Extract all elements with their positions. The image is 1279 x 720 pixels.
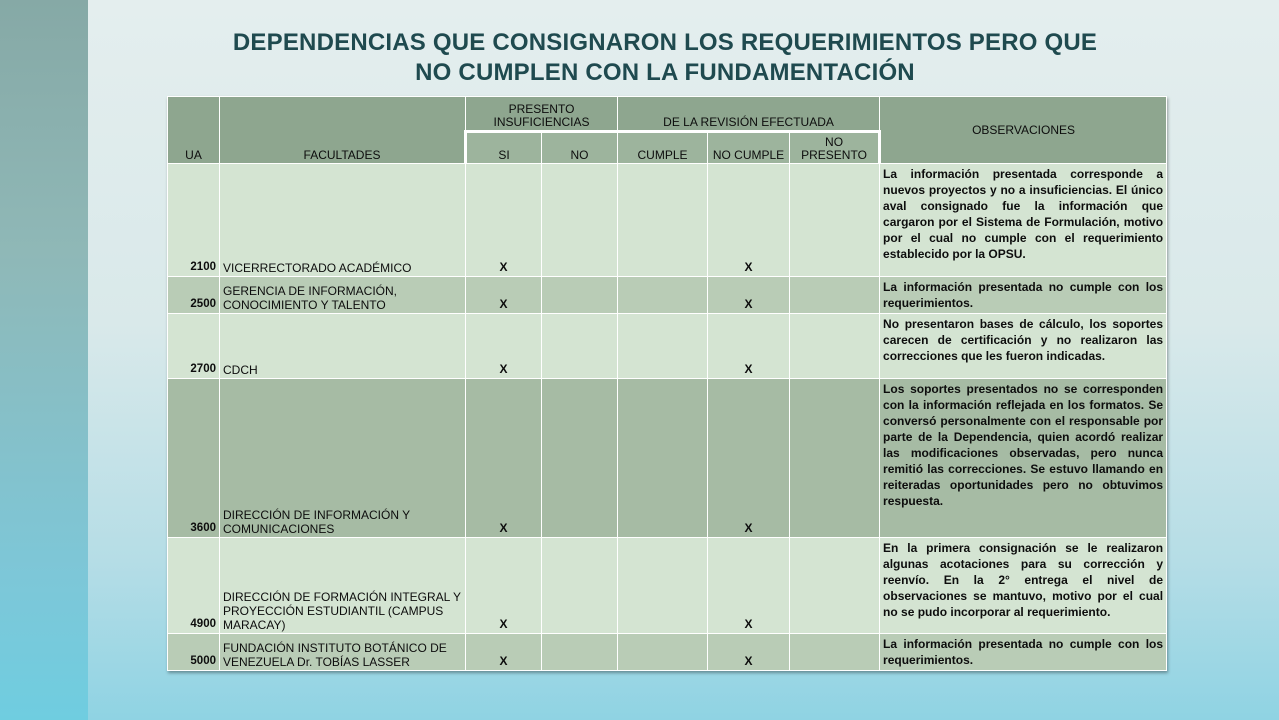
ua-code: 3600 <box>168 379 220 538</box>
requirements-table <box>167 96 1167 671</box>
no-presento-mark <box>790 164 880 277</box>
table-row <box>168 277 1167 314</box>
header-no-presento: NO PRESENTO <box>790 132 880 164</box>
cumple-mark <box>618 164 708 277</box>
ua-code: 4900 <box>168 538 220 634</box>
header-presento-insuficiencias: PRESENTO INSUFICIENCIAS <box>466 97 618 132</box>
observation-text: La información presentada corresponde a nuevos proyectos y no a insuficiencias. El único aval consignado fue la información que cargaron por el Sistema de Formulación, motivo por el cual no cumple con el requerimiento establecido por la OPSU. <box>880 164 1167 277</box>
table-row <box>168 538 1167 634</box>
observation-text: En la primera consignación se le realizaron algunas acotaciones para su corrección y reenvío. En la 2° entrega el nivel de observaciones se mantuvo, motivo por el cual no se pudo incorporar al requerimiento. <box>880 538 1167 634</box>
observation-text: Los soportes presentados no se corresponden con la información reflejada en los formatos. Se conversó personalmente con el responsable por parte de la Dependencia, quien acordó realizar las modificaciones observadas, pero nunca remitió las correcciones. Se estuvo llamando en reiteradas oportunidades pero no obtuvimos respuesta. <box>880 379 1167 538</box>
title-line-2: NO CUMPLEN CON LA FUNDAMENTACIÓN <box>415 59 915 86</box>
facultad-name: DIRECCIÓN DE INFORMACIÓN Y COMUNICACIONES <box>220 379 466 538</box>
si-mark: X <box>466 538 542 634</box>
no-mark <box>542 538 618 634</box>
ua-code: 5000 <box>168 634 220 671</box>
no-mark <box>542 634 618 671</box>
no-presento-mark <box>790 538 880 634</box>
observation-text: La información presentada no cumple con los requerimientos. <box>880 634 1167 671</box>
header-facultades: FACULTADES <box>220 97 466 164</box>
si-mark: X <box>466 634 542 671</box>
facultad-name: CDCH <box>220 314 466 379</box>
ua-code: 2100 <box>168 164 220 277</box>
cumple-mark <box>618 379 708 538</box>
cumple-mark <box>618 538 708 634</box>
si-mark: X <box>466 314 542 379</box>
table-row <box>168 634 1167 671</box>
no-cumple-mark: X <box>708 277 790 314</box>
observation-text: No presentaron bases de cálculo, los soportes carecen de certificación y no realizaron las correcciones que les fueron indicadas. <box>880 314 1167 379</box>
table-row <box>168 164 1167 277</box>
cumple-mark <box>618 634 708 671</box>
facultad-name: FUNDACIÓN INSTITUTO BOTÁNICO DE VENEZUELA Dr. TOBÍAS LASSER <box>220 634 466 671</box>
si-mark: X <box>466 164 542 277</box>
header-si: SI <box>466 132 542 164</box>
no-cumple-mark: X <box>708 538 790 634</box>
facultad-name: DIRECCIÓN DE FORMACIÓN INTEGRAL Y PROYECCIÓN ESTUDIANTIL (CAMPUS MARACAY) <box>220 538 466 634</box>
decorative-side-band <box>0 0 88 720</box>
no-presento-mark <box>790 314 880 379</box>
facultad-name: VICERRECTORADO ACADÉMICO <box>220 164 466 277</box>
no-cumple-mark: X <box>708 634 790 671</box>
header-observaciones: OBSERVACIONES <box>880 97 1167 164</box>
no-cumple-mark: X <box>708 164 790 277</box>
observation-text: La información presentada no cumple con los requerimientos. <box>880 277 1167 314</box>
si-mark: X <box>466 379 542 538</box>
cumple-mark <box>618 277 708 314</box>
header-no-cumple: NO CUMPLE <box>708 132 790 164</box>
table-row <box>168 379 1167 538</box>
no-cumple-mark: X <box>708 379 790 538</box>
header-cumple: CUMPLE <box>618 132 708 164</box>
ua-code: 2700 <box>168 314 220 379</box>
no-mark <box>542 314 618 379</box>
header-no: NO <box>542 132 618 164</box>
no-presento-mark <box>790 634 880 671</box>
no-presento-mark <box>790 379 880 538</box>
no-mark <box>542 164 618 277</box>
facultad-name: GERENCIA DE INFORMACIÓN, CONOCIMIENTO Y TALENTO <box>220 277 466 314</box>
no-mark <box>542 277 618 314</box>
page-title <box>150 28 1180 88</box>
no-presento-mark <box>790 277 880 314</box>
header-revision: DE LA REVISIÓN EFECTUADA <box>618 97 880 132</box>
header-ua: UA <box>168 97 220 164</box>
ua-code: 2500 <box>168 277 220 314</box>
no-cumple-mark: X <box>708 314 790 379</box>
si-mark: X <box>466 277 542 314</box>
title-line-1: DEPENDENCIAS QUE CONSIGNARON LOS REQUERIMIENTOS PERO QUE <box>232 29 1098 56</box>
table-row <box>168 314 1167 379</box>
no-mark <box>542 379 618 538</box>
cumple-mark <box>618 314 708 379</box>
